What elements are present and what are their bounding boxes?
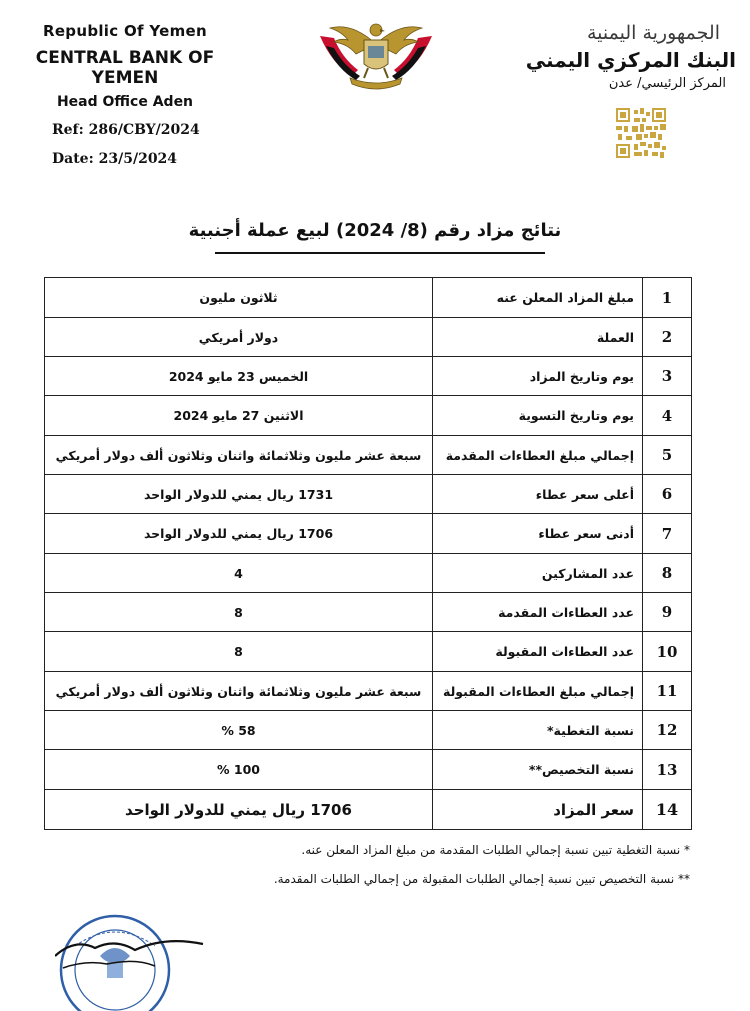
qr-code-icon xyxy=(616,108,666,158)
row-item: إجمالي مبلغ العطاءات المقدمة xyxy=(433,436,643,475)
row-item: عدد المشاركين xyxy=(433,554,643,593)
table-row xyxy=(45,357,692,396)
country-name: Republic Of Yemen xyxy=(42,22,207,40)
row-value: 1706 ريال يمني للدولار الواحد xyxy=(45,790,433,830)
auction-results-table xyxy=(44,277,692,830)
row-number: 9 xyxy=(643,593,692,632)
row-item: يوم وتاريخ التسوية xyxy=(433,396,643,436)
row-value: 58 % xyxy=(45,711,433,750)
table-row xyxy=(45,436,692,475)
table-row xyxy=(45,750,692,790)
title-underline xyxy=(215,252,545,254)
row-item: إجمالي مبلغ العطاءات المقبولة xyxy=(433,672,643,711)
row-number: 14 xyxy=(643,790,692,830)
row-value: 100 % xyxy=(45,750,433,790)
row-value: 4 xyxy=(45,554,433,593)
row-number: 2 xyxy=(643,318,692,357)
table-row xyxy=(45,593,692,632)
table-row xyxy=(45,396,692,436)
bank-name: CENTRAL BANK OF YEMEN xyxy=(35,48,215,88)
table-row xyxy=(45,278,692,318)
row-item: عدد العطاءات المقبولة xyxy=(433,632,643,672)
footnote-allocation: ** نسبة التخصيص تبين نسبة إجمالي الطلبات المقبولة من إجمالي الطلبات المقدمة. xyxy=(273,872,690,886)
row-number: 1 xyxy=(643,278,692,318)
row-number: 6 xyxy=(643,475,692,514)
document-title: نتائج مزاد رقم (8/ 2024) لبيع عملة أجنبية xyxy=(188,220,562,241)
row-item: نسبة التغطية* xyxy=(433,711,643,750)
row-item: أعلى سعر عطاء xyxy=(433,475,643,514)
row-number: 12 xyxy=(643,711,692,750)
row-value: ثلاثون مليون xyxy=(45,278,433,318)
letterhead-arabic xyxy=(516,22,736,91)
bank-name-arabic: البنك المركزي اليمني xyxy=(525,48,736,72)
row-value: سبعة عشر مليون وثلاثمائة واثنان وثلاثون ألف دولار أمريكي xyxy=(45,436,433,475)
footnote-coverage: * نسبة التغطية تبين نسبة إجمالي الطلبات المقدمة من مبلغ المزاد المعلن عنه. xyxy=(301,843,690,857)
table-row xyxy=(45,711,692,750)
table-row xyxy=(45,514,692,554)
row-number: 13 xyxy=(643,750,692,790)
eagle-emblem-icon xyxy=(312,14,440,98)
row-item: أدنى سعر عطاء xyxy=(433,514,643,554)
row-value: دولار أمريكي xyxy=(45,318,433,357)
row-value: 8 xyxy=(45,632,433,672)
official-stamp xyxy=(55,898,205,1011)
row-item: عدد العطاءات المقدمة xyxy=(433,593,643,632)
table-row xyxy=(45,475,692,514)
row-value: الخميس 23 مايو 2024 xyxy=(45,357,433,396)
letterhead-english xyxy=(0,22,250,110)
row-number: 4 xyxy=(643,396,692,436)
row-item: مبلغ المزاد المعلن عنه xyxy=(433,278,643,318)
row-number: 8 xyxy=(643,554,692,593)
table-row xyxy=(45,318,692,357)
row-value: 1706 ريال يمني للدولار الواحد xyxy=(45,514,433,554)
row-number: 3 xyxy=(643,357,692,396)
row-value: الاثنين 27 مايو 2024 xyxy=(45,396,433,436)
document-date: Date: 23/5/2024 xyxy=(52,151,178,167)
row-item: سعر المزاد xyxy=(433,790,643,830)
row-item: يوم وتاريخ المزاد xyxy=(433,357,643,396)
table-row xyxy=(45,790,692,830)
office-name-arabic: المركز الرئيسي/ عدن xyxy=(608,76,726,91)
office-name: Head Office Aden xyxy=(56,94,194,110)
reference-number: Ref: 286/CBY/2024 xyxy=(52,122,200,138)
row-value: سبعة عشر مليون وثلاثمائة واثنان وثلاثون ألف دولار أمريكي xyxy=(45,672,433,711)
table-row xyxy=(45,554,692,593)
table-row xyxy=(45,672,692,711)
table-row xyxy=(45,632,692,672)
row-number: 11 xyxy=(643,672,692,711)
row-item: نسبة التخصيص** xyxy=(433,750,643,790)
row-number: 5 xyxy=(643,436,692,475)
country-name-arabic: الجمهورية اليمنية xyxy=(586,22,720,44)
row-value: 1731 ريال يمني للدولار الواحد xyxy=(45,475,433,514)
row-value: 8 xyxy=(45,593,433,632)
row-number: 7 xyxy=(643,514,692,554)
row-item: العملة xyxy=(433,318,643,357)
row-number: 10 xyxy=(643,632,692,672)
